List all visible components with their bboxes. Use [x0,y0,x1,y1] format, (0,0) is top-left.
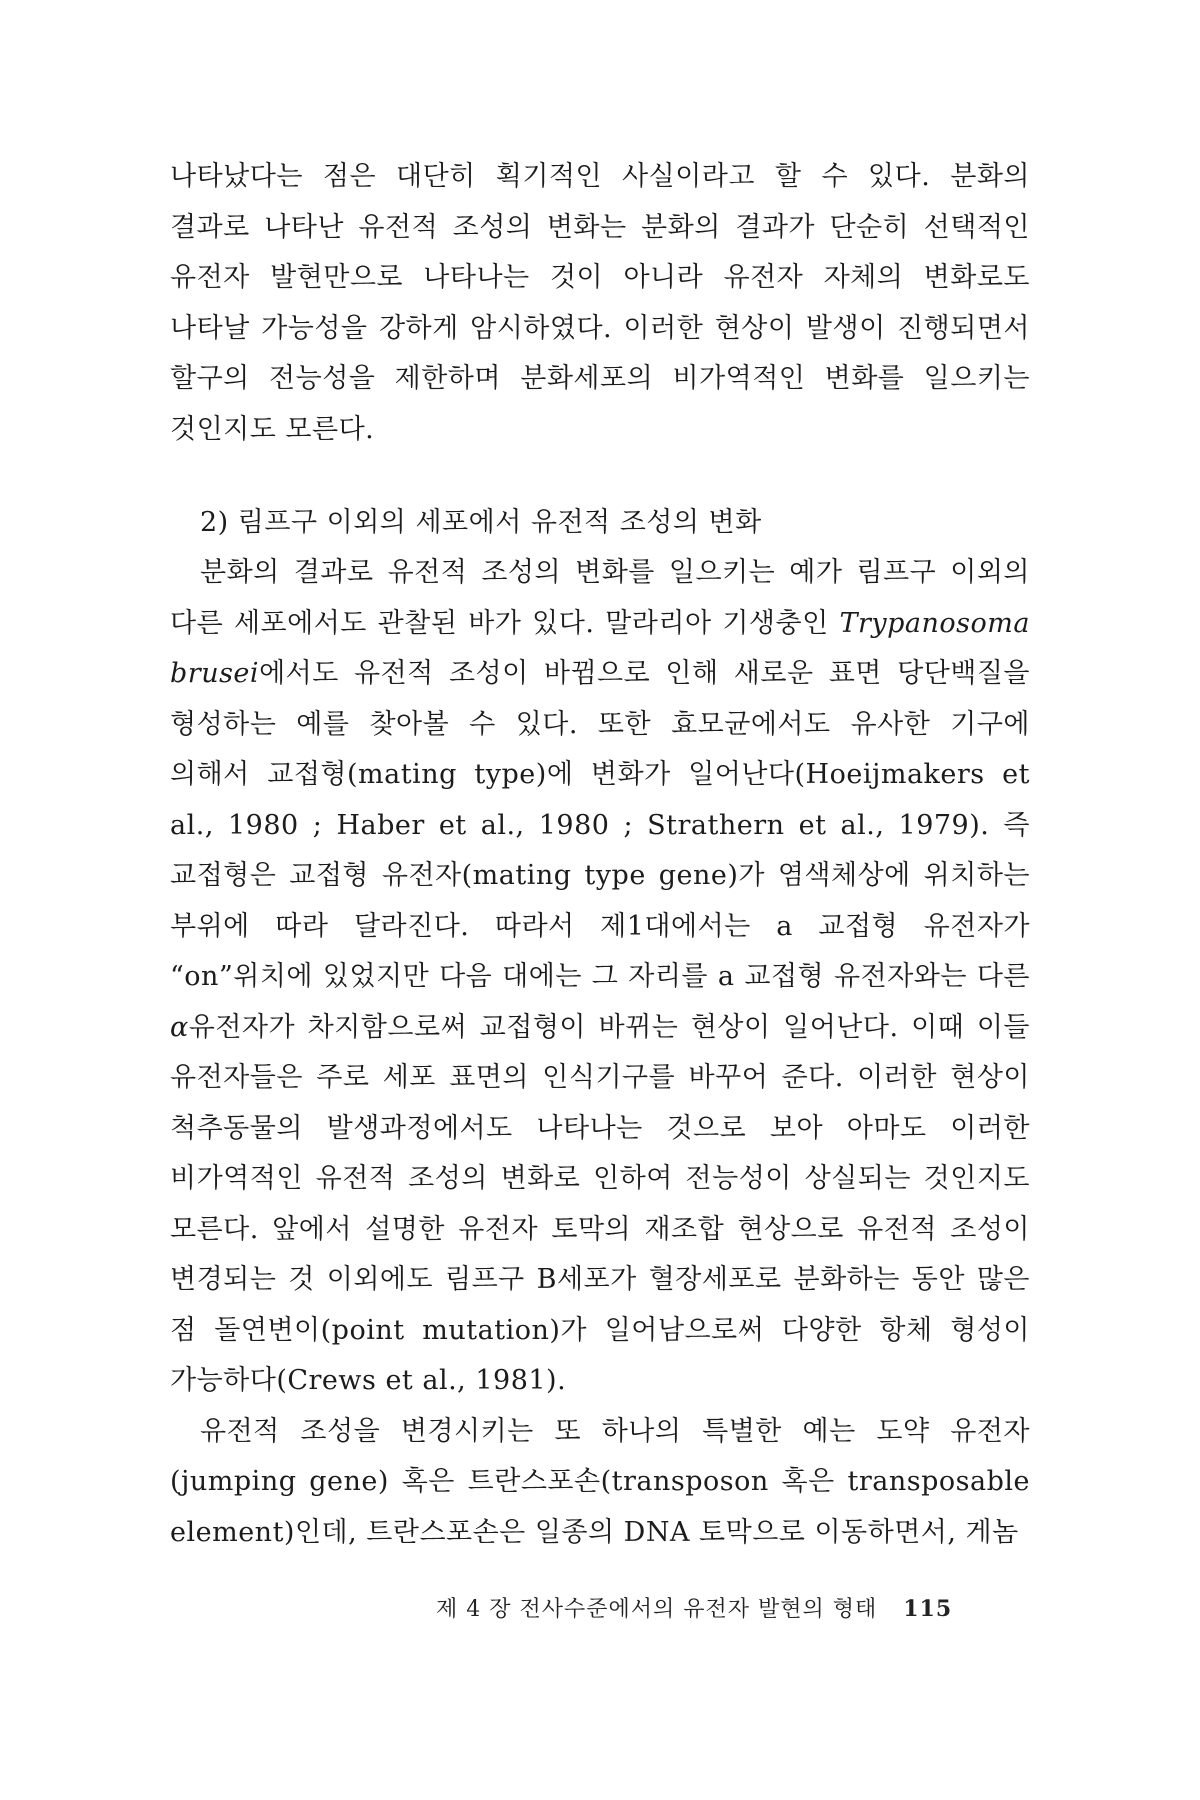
paragraph-2-part1: 분화의 결과로 유전적 조성의 변화를 일으키는 예가 림프구 이외의 다른 세포에서도 관찰된 바가 있다. 말라리아 기생충인 [170,557,1030,639]
section-heading: 2) 림프구 이외의 세포에서 유전적 조성의 변화 [200,507,762,538]
alpha-symbol: α [170,1011,189,1043]
page-number: 115 [903,1596,953,1622]
paragraph-2-body [170,548,1030,1407]
paragraph-3: 유전적 조성을 변경시키는 또 하나의 특별한 예는 도약 유전자(jumping gene) 혹은 트란스포손(transposon 혹은 transposable element)인데, 트란스포손은 일종의 DNA 토막으로 이동하면서, 게놈 [170,1415,1030,1548]
paragraph-1 [170,152,1030,455]
chapter-title: 제 4 장 전사수준에서의 유전자 발현의 형태 [436,1597,878,1622]
paragraph-2-part3: 유전자가 차지함으로써 교접형이 바뀌는 현상이 일어난다. 이때 이들 유전자들은 주로 세포 표면의 인식기구를 바꾸어 준다. 이러한 현상이 척추동물의 발생과정에서도 나타나는 것으로 보아 아마도 이러한 비가역적인 유전적 조성의 변화로 인하여 전능성이 상실되는 것인지도 모른다. 앞에서 설명한 유전자 토막의 재조합 현상으로 유전적 조성이 변경되는 것 이외에도 림프구 B세포가 혈장세포로 분화하는 동안 많은 점 돌연변이(point mutation)가 일어남으로써 다양한 항체 형성이 가능하다(Crews et al., 1981). [170,1011,1030,1396]
paragraph-1-text: 나타났다는 점은 대단히 획기적인 사실이라고 할 수 있다. 분화의 결과로 나타난 유전적 조성의 변화는 분화의 결과가 단순히 선택적인 유전자 발현만으로 나타나는 것이 아니라 유전자 자체의 변화로도 나타날 가능성을 강하게 암시하였다. 이러한 현상이 발생이 진행되면서 할구의 전능성을 제한하며 분화세포의 비가역적인 변화를 일으키는 것인지도 모른다. [170,161,1030,445]
paragraph-2 [170,548,1030,1558]
species-name: Trypanosoma brusei [170,607,1030,689]
page-footer [436,1592,952,1623]
paragraph-2-part2: 에서도 유전적 조성이 바뀜으로 인해 새로운 표면 당단백질을 형성하는 예를 찾아볼 수 있다. 또한 효모균에서도 유사한 기구에 의해서 교접형(mating type)에 변화가 일어난다(Hoeijmakers et al., 1980 ; Haber et al., 1980 ; Strathern et al., 1979). 즉 교접형은 교접형 유전자(mating type gene)가 염색체상에 위치하는 부위에 따라 달라진다. 따라서 제1대에서는 a 교접형 유전자가 “on”위치에 있었지만 다음 대에는 그 자리를 a 교접형 유전자와는 다른 [170,658,1030,992]
